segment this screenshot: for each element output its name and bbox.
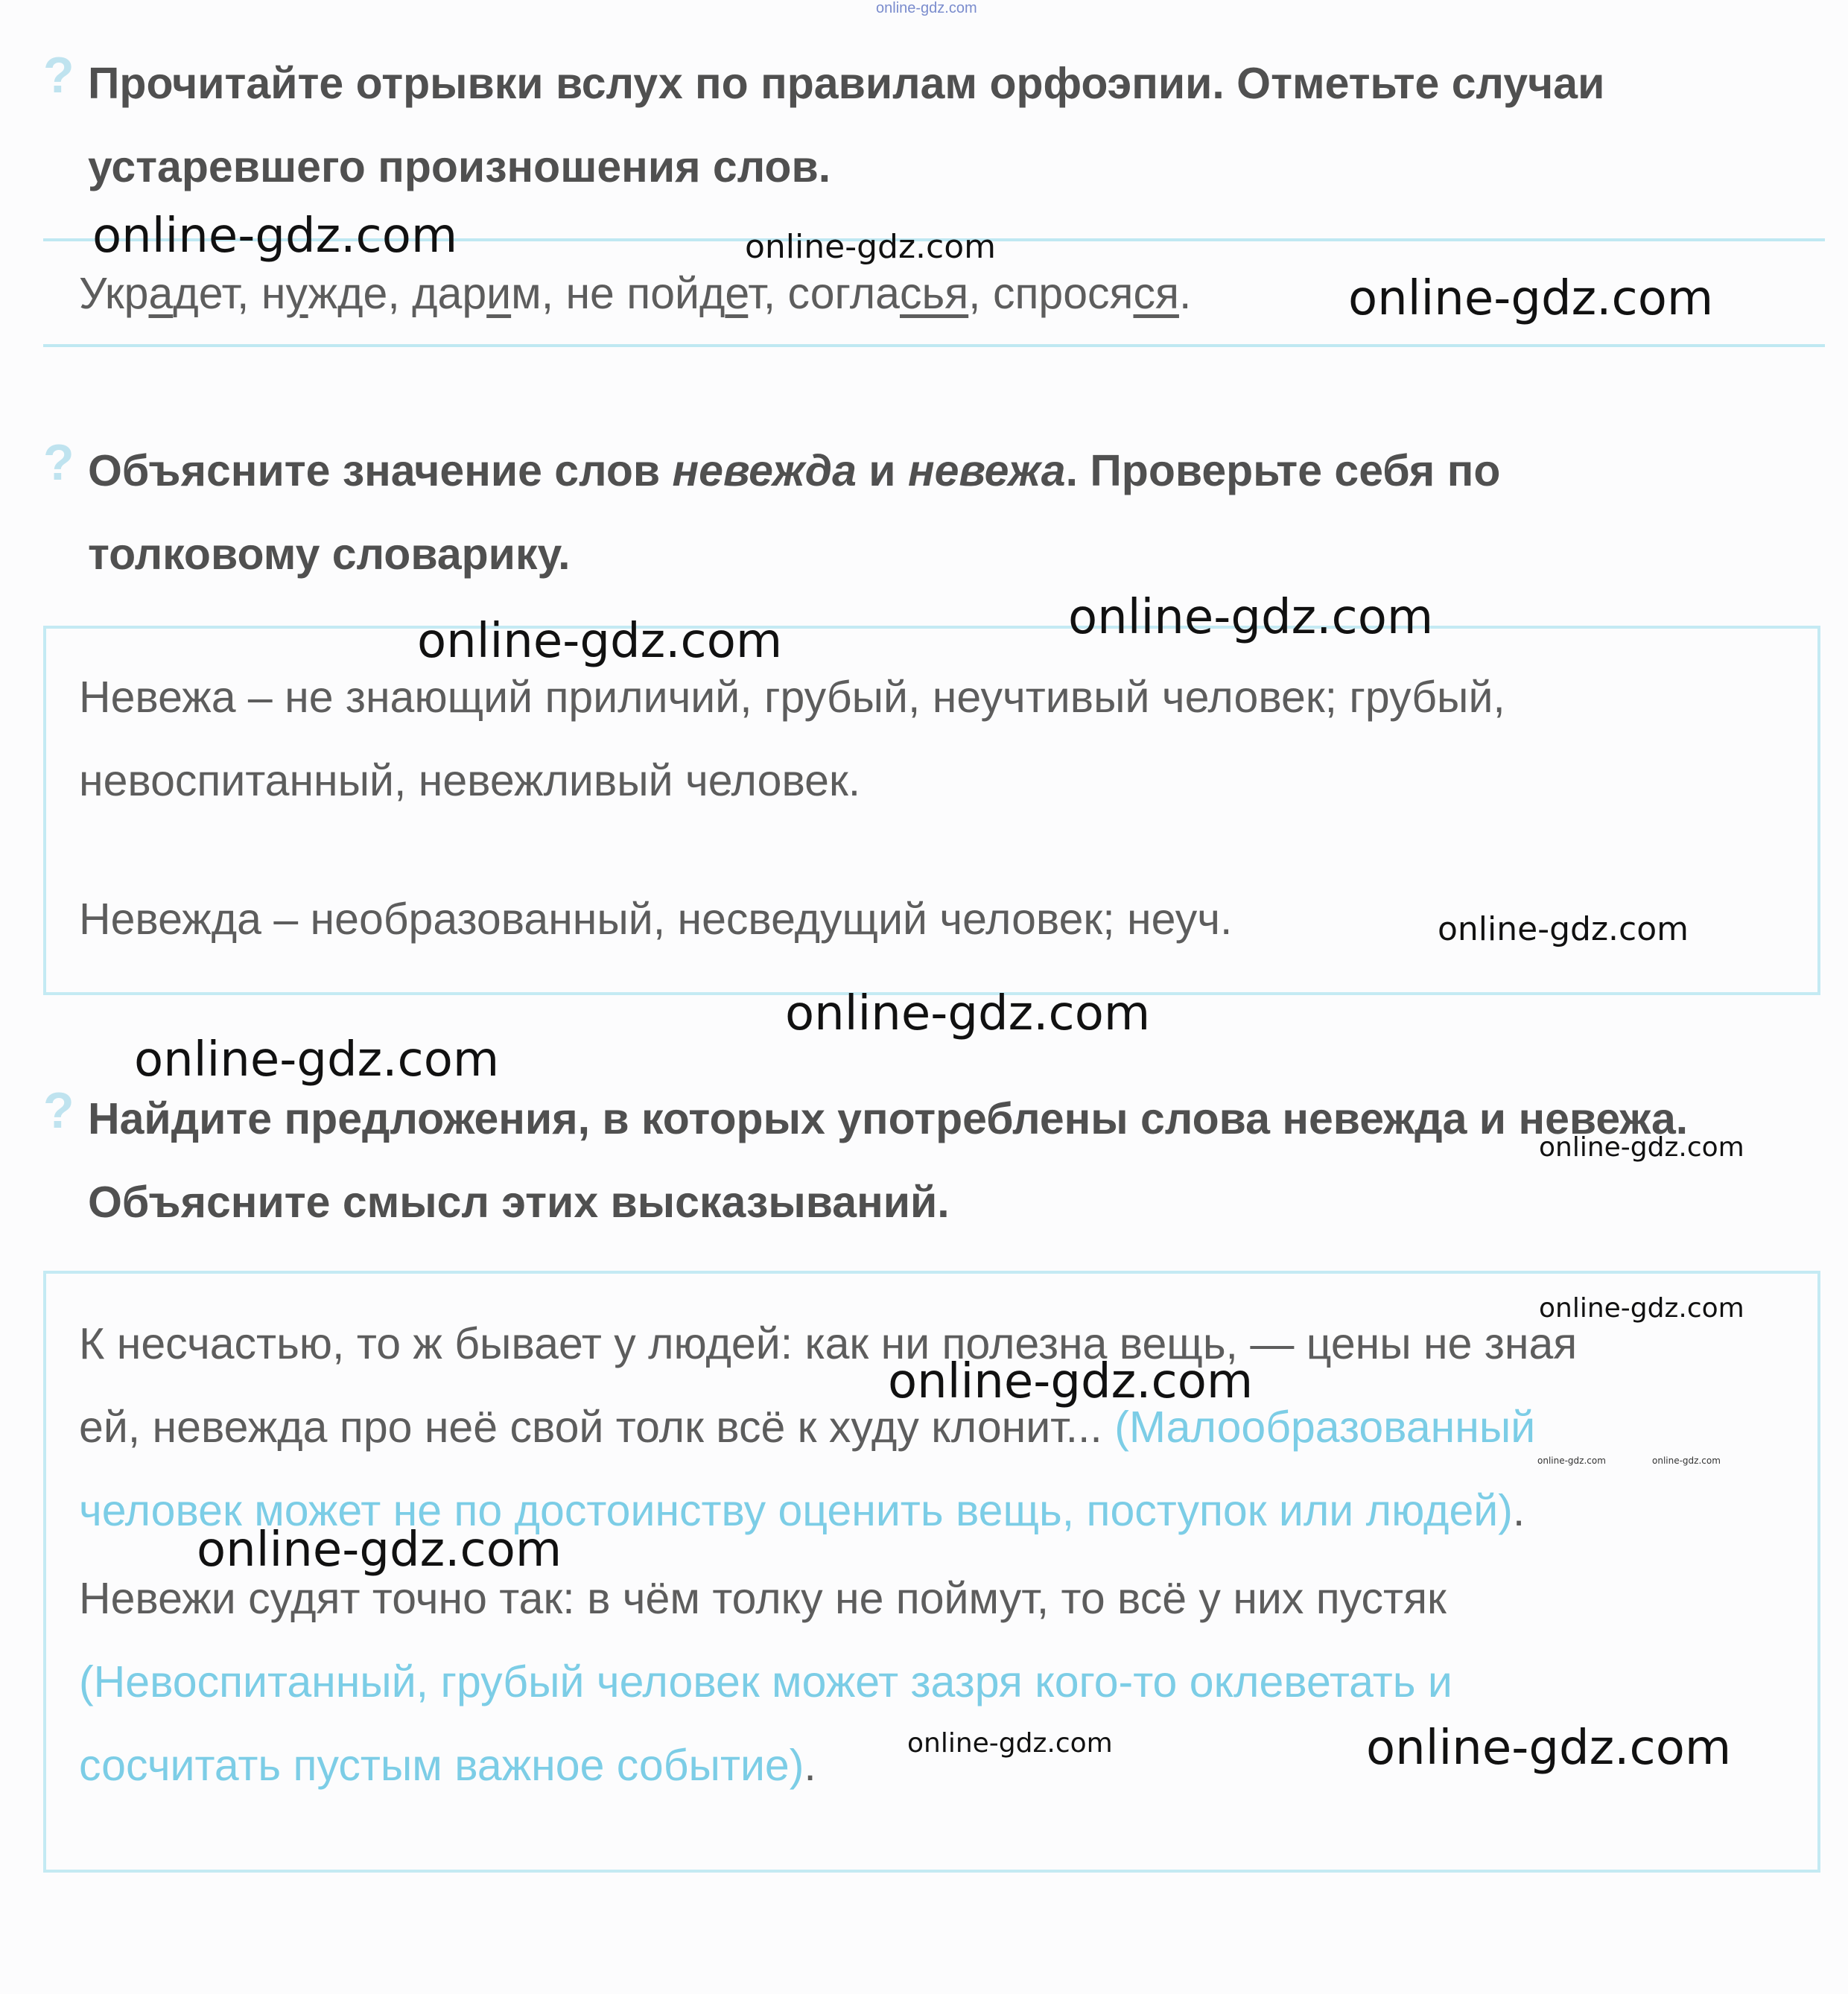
answer-3-s1-line-3: человек может не по достоинству оценить вещь, поступок или людей).	[79, 1486, 1525, 1535]
stress-mark: и	[486, 269, 512, 318]
answer-3-s1-line-2: ей, невежда про неё свой толк всё к худу клонит... (Малообразованный	[79, 1403, 1536, 1452]
question-icon: ?	[43, 434, 74, 491]
watermark: online-gdz.com	[1537, 1455, 1606, 1466]
question-1-line-2: устаревшего произношения слов.	[88, 142, 831, 191]
watermark: online-gdz.com	[888, 1354, 1254, 1409]
watermark: online-gdz.com	[907, 1728, 1113, 1759]
question-icon: ?	[43, 1082, 74, 1139]
explanation-2: (Невоспитанный, грубый человек может зазря кого-то оклеветать и	[79, 1657, 1452, 1706]
answer-1-text: дет, н	[173, 269, 286, 318]
answer-1-text: , спрося	[968, 269, 1134, 318]
explanation-1: человек может не по достоинству оценить вещь, поступок или людей)	[79, 1486, 1513, 1535]
question-1	[88, 42, 1801, 209]
stress-mark: е	[725, 269, 749, 318]
watermark: online-gdz.com	[1068, 590, 1434, 645]
answer-1-text: м, не пойд	[511, 269, 725, 318]
watermark: online-gdz.com	[417, 614, 783, 669]
answer-1-text: .	[1178, 269, 1192, 318]
question-icon: ?	[43, 47, 74, 104]
stress-mark: ся	[1133, 269, 1179, 318]
answer-1-text: Укр	[79, 269, 149, 318]
stress-mark: сья	[899, 269, 969, 318]
watermark: online-gdz.com	[1366, 1721, 1732, 1776]
answer-2-p1-line-1: Невежа – не знающий приличий, грубый, неучтивый человек; грубый,	[79, 673, 1505, 722]
answer-3-s2-line-2	[79, 1640, 1814, 1724]
term-nevezha: невежа	[907, 446, 1066, 495]
watermark: online-gdz.com	[1539, 1293, 1744, 1324]
stress-mark: а	[148, 269, 174, 318]
question-3-line-1: Найдите предложения, в которых употреблены слова невежда и невежа.	[88, 1094, 1689, 1143]
answer-3-s2-line-1: Невежи судят точно так: в чём толку не поймут, то всё у них пустяк	[79, 1574, 1447, 1623]
question-2-line-2: толковому словарику.	[88, 530, 571, 579]
answer-1-bottom-border	[43, 344, 1825, 347]
answer-3-s2-line-3: сосчитать пустым важное событие).	[79, 1741, 816, 1790]
watermark: online-gdz.com	[785, 986, 1151, 1041]
answer-1-text: жде, дар	[308, 269, 487, 318]
watermark: online-gdz.com	[197, 1523, 562, 1578]
watermark: online-gdz.com	[745, 228, 997, 266]
answer-2-p2: Невежда – необразованный, несведущий человек; неуч.	[79, 895, 1233, 944]
answer-1-text: т, согла	[748, 269, 900, 318]
watermark: online-gdz.com	[92, 209, 458, 264]
watermark: online-gdz.com	[1539, 1132, 1744, 1163]
watermark: online-gdz.com	[1438, 910, 1689, 948]
explanation-1: (Малообразованный	[1102, 1403, 1536, 1452]
question-2-line-1: Объясните значение слов невежда и невежа. Проверьте себя по	[88, 446, 1501, 495]
watermark: online-gdz.com	[134, 1032, 500, 1088]
top-logo: online-gdz.com	[876, 0, 977, 16]
answer-3-s1-line-1: К несчастью, то ж бывает у людей: как ни полезна вещь, — цены не зная	[79, 1319, 1578, 1368]
explanation-2: сосчитать пустым важное событие)	[79, 1741, 804, 1790]
term-nevezhda: невежда	[672, 446, 857, 495]
answer-2-p1-line-2: невоспитанный, невежливый человек.	[79, 756, 861, 805]
question-3-line-2: Объясните смысл этих высказываний.	[88, 1178, 950, 1227]
watermark: online-gdz.com	[1348, 271, 1714, 326]
stress-mark: у	[285, 269, 308, 318]
question-2	[88, 429, 1801, 596]
question-1-line-1: Прочитайте отрывки вслух по правилам орфоэпии. Отметьте случаи	[88, 59, 1605, 108]
watermark: online-gdz.com	[1652, 1455, 1721, 1466]
